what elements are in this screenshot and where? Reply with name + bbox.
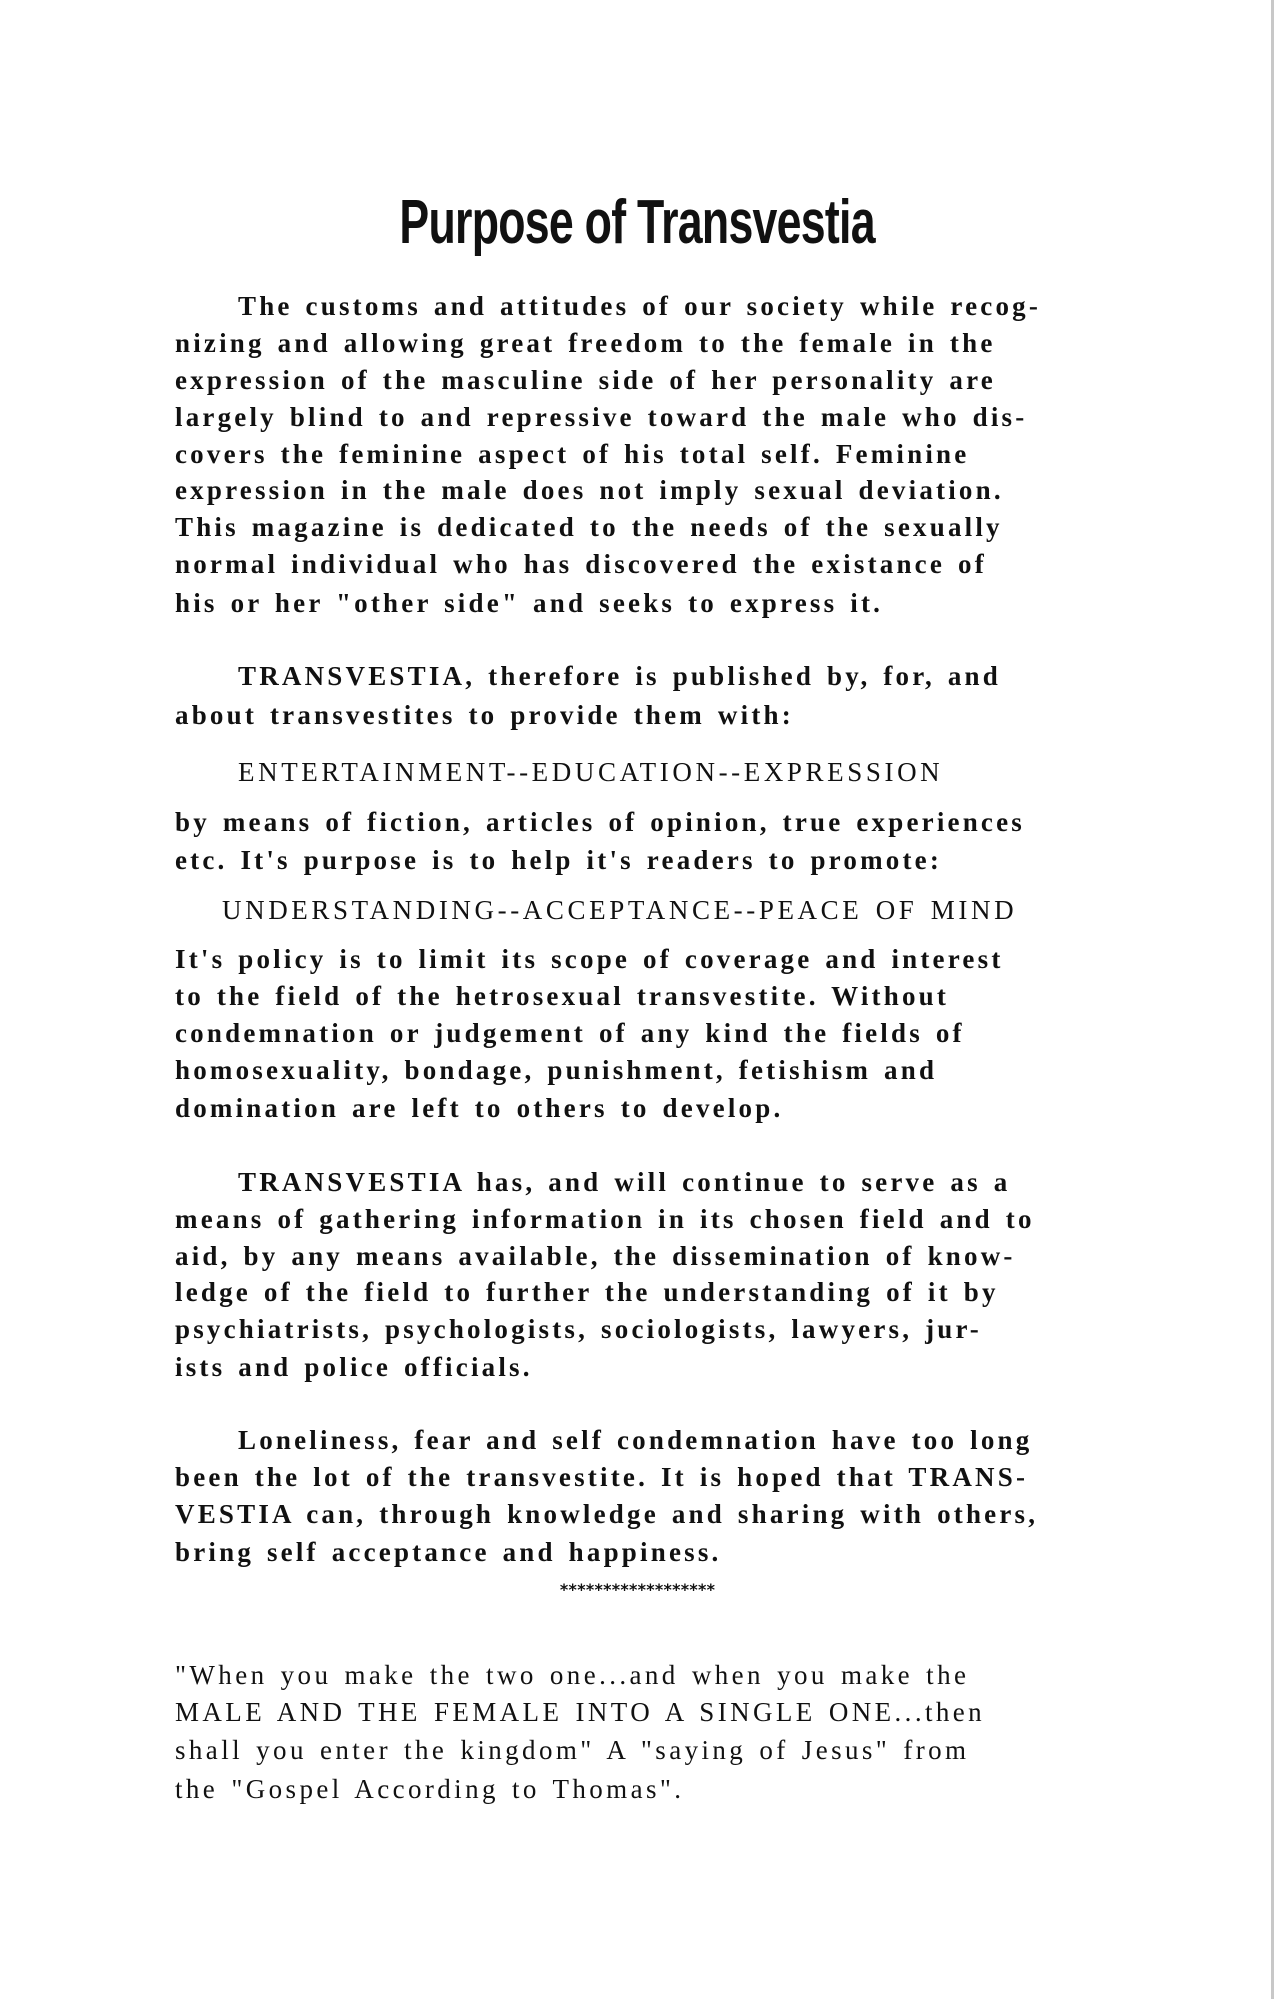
text-line: been the lot of the transvestite. It is hoped that TRANS- <box>175 1462 1029 1492</box>
motto-understanding: UNDERSTANDING--ACCEPTANCE--PEACE OF MIND <box>222 895 1018 925</box>
text-line: etc. It's purpose is to help it's readers to promote: <box>175 845 943 875</box>
text-line: expression of the masculine side of her personality are <box>175 365 996 395</box>
text-line: domination are left to others to develop. <box>175 1093 784 1123</box>
text-line: normal individual who has discovered the existance of <box>175 549 987 579</box>
text-line: bring self acceptance and happiness. <box>175 1537 722 1567</box>
text-line: "When you make the two one...and when you make the <box>175 1660 970 1690</box>
text-line: nizing and allowing great freedom to the female in the <box>175 328 996 358</box>
text-line: the "Gospel According to Thomas". <box>175 1774 685 1804</box>
text-line: Loneliness, fear and self condemnation have too long <box>238 1425 1033 1455</box>
text-line: The customs and attitudes of our society while recog- <box>238 291 1042 321</box>
text-line: ists and police officials. <box>175 1352 533 1382</box>
text-line: expression in the male does not imply sexual deviation. <box>175 475 1004 505</box>
text-line: shall you enter the kingdom" A "saying of Jesus" from <box>175 1735 970 1765</box>
text-line: covers the feminine aspect of his total self. Feminine <box>175 439 970 469</box>
text-line: largely blind to and repressive toward the male who dis- <box>175 402 1028 432</box>
text-line: about transvestites to provide them with: <box>175 700 794 730</box>
page-title-text: Purpose of Transvestia <box>399 188 875 257</box>
text-line: MALE AND THE FEMALE INTO A SINGLE ONE...then <box>175 1697 986 1727</box>
text-line: This magazine is dedicated to the needs of the sexually <box>175 512 1003 542</box>
text-line: means of gathering information in its chosen field and to <box>175 1204 1035 1234</box>
separator-stars: ****************** <box>559 1580 715 1599</box>
text-line: aid, by any means available, the dissemination of know- <box>175 1241 1016 1271</box>
text-line: by means of fiction, articles of opinion, true experiences <box>175 807 1026 837</box>
motto-entertainment: ENTERTAINMENT--EDUCATION--EXPRESSION <box>238 757 944 787</box>
text-line: TRANSVESTIA has, and will continue to serve as a <box>238 1167 1011 1197</box>
text-line: condemnation or judgement of any kind the fields of <box>175 1018 965 1048</box>
text-line: VESTIA can, through knowledge and sharing with others, <box>175 1499 1039 1529</box>
text-line: TRANSVESTIA, therefore is published by, for, and <box>238 661 1001 691</box>
text-line: his or her "other side" and seeks to express it. <box>175 588 884 618</box>
text-line: psychiatrists, psychologists, sociologists, lawyers, jur- <box>175 1314 982 1344</box>
text-line: to the field of the hetrosexual transvestite. Without <box>175 981 950 1011</box>
text-line: It's policy is to limit its scope of coverage and interest <box>175 944 1004 974</box>
text-line: homosexuality, bondage, punishment, fetishism and <box>175 1055 938 1085</box>
page-title <box>0 185 1274 261</box>
text-line: ledge of the field to further the understanding of it by <box>175 1277 999 1307</box>
